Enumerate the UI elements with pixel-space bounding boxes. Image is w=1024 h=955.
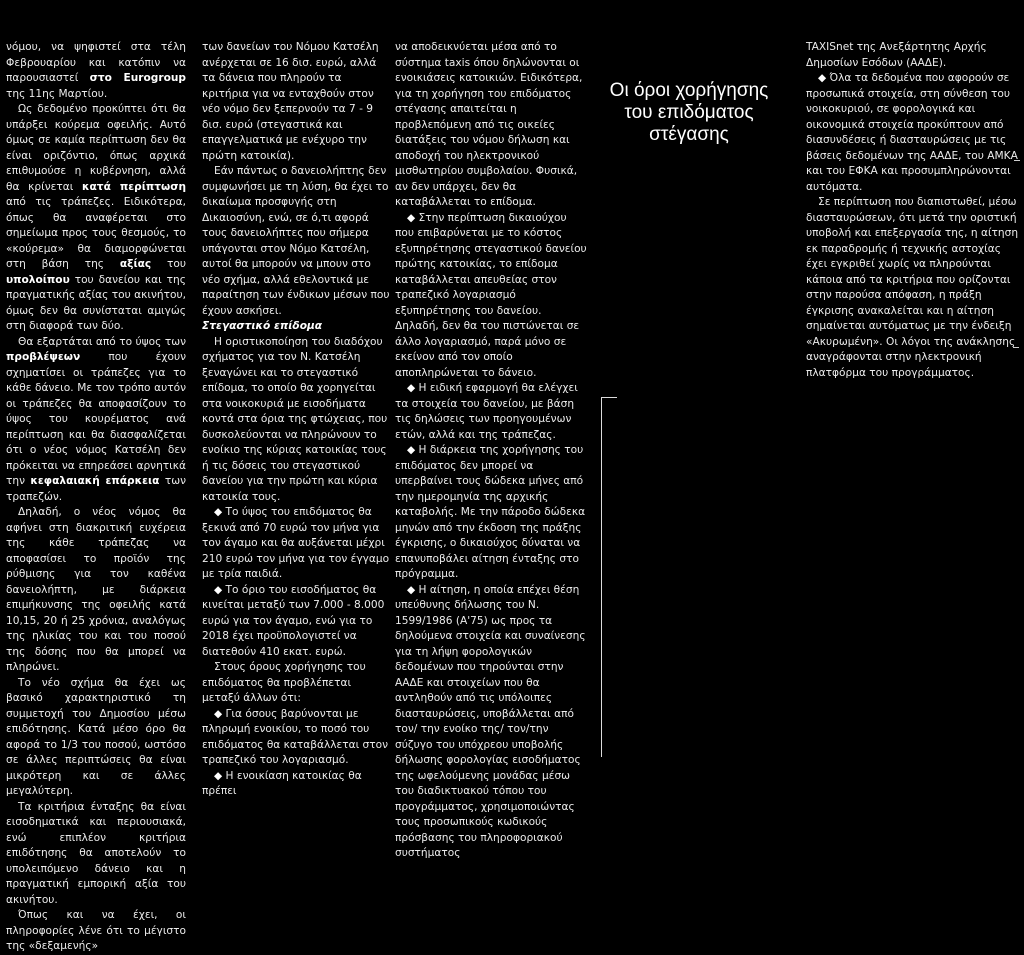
bullet-text: Το ύψος του επιδόματος θα ξεκινά από 70 ευρώ τον μήνα για τον άγαμο και θα αυξάνεται μέχρι 210 ευρώ τον μήνα για τον έγγαμο με τρία παιδιά. — [202, 506, 390, 580]
paragraph: Το νέο σχήμα θα έχει ως βασικό χαρακτηριστικό τη συμμετοχή του Δημοσίου μέσω επιδότησης. Κατά μέσο όρο θα αφορά το 1/3 του ποσού, ωστόσο σε άλλες περιπτώσεις θα είναι μικρότερη και σε άλλες μεγαλύτερη. — [6, 676, 186, 797]
article-column-2 — [202, 40, 390, 800]
paragraph: Όπως και να έχει, οι πληροφορίες λένε ότι το μέγιστο της «δεξαμενής» — [6, 909, 186, 952]
paragraph: Τα κριτήρια ένταξης θα είναι εισοδηματικά και περιουσιακά, ενώ επιπλέον κριτήρια επιδότησης θα αποτελούν το υπολειπόμενο δάνειο και η πραγματική εμπορική αξία του ακινήτου. — [6, 800, 186, 906]
paragraph: νόμου, να ψηφιστεί στα τέλη Φεβρουαρίου και κατόπιν να παρουσιαστεί στο Eurogroup της 11ης Μαρτίου. — [6, 41, 186, 100]
bullet-icon: ◆ — [214, 769, 223, 782]
paragraph: Θα εξαρτάται από το ύψος των προβλέψεων που έχουν σχηματίσει οι τράπεζες για το κάθε δάνειο. Με τον τρόπο αυτόν οι τράπεζες θα αποφασίζουν το ύψος του κουρέματος ανά περίπτωση και θα διασφαλίζεται ότι ο νέος νόμος Κατσέλη δεν πρόκειται να επηρεάσει αρνητικά την κεφαλαιακή επάρκεια των τραπεζών. — [6, 335, 186, 503]
bullet-paragraph — [395, 211, 587, 382]
bullet-icon: ◆ — [407, 444, 416, 456]
column-divider-vertical — [601, 397, 602, 757]
title-line-2: του επιδόματος — [624, 102, 754, 123]
paragraph: TAXISnet της Ανεξάρτητης Αρχής Δημοσίων Εσόδων (ΑΑΔΕ). — [806, 41, 987, 69]
title-line-3: στέγασης — [649, 124, 729, 145]
bullet-paragraph — [202, 707, 390, 769]
subheading-text: Στεγαστικό επίδομα — [202, 320, 323, 332]
bullet-paragraph — [395, 381, 587, 443]
article-column-3 — [395, 40, 587, 862]
bullet-text: Όλα τα δεδομένα που αφορούν σε προσωπικά στοιχεία, στη σύνθεση του νοικοκυριού, σε φορολογικά και οικονομικά στοιχεία προκύπτουν από διασυνδέσεις ή διασταυρώσεις με τις βάσεις δεδομένων της ΑΑΔΕ, του ΑΜΚΑ και του ΕΦΚΑ και προσυμπληρώνονται αυτόματα. — [806, 72, 1018, 193]
paragraph: Σε περίπτωση που διαπιστωθεί, μέσω διασταυρώσεων, ότι μετά την οριστική υποβολή και επεξεργασία της, η αίτηση εκ παραδρομής ή τεχνικής αστοχίας έχει εγκριθεί χωρίς να πληρούνται κάποια από τα κριτήρια που ορίζονται στην παρούσα απόφαση, η πράξη έγκρισης ανακαλείται και η αίτηση σημαίνεται αυτόματως με την ένδειξη «Ακυρωμένη». Οι λόγοι της ανάκλησης αναγράφονται στην ηλεκτρονική πλατφόρμα του προγράμματος. — [806, 196, 1019, 379]
bullet-text: Η διάρκεια της χορήγησης του επιδόματος δεν μπορεί να υπερβαίνει τους δώδεκα μήνες από την ημερομηνία της αρχικής καταβολής. Με την πάροδο δώδεκα μηνών από την έκδοση της πράξης έγκρισης, ο δικαιούχος δύναται να επανυποβάλει αίτηση ένταξης στο πρόγραμμα. — [395, 444, 586, 580]
subheading — [202, 319, 390, 335]
article-column-1 — [6, 40, 186, 955]
bullet-paragraph — [806, 71, 1020, 195]
bullet-icon: ◆ — [407, 211, 416, 224]
paragraph: Η οριστικοποίηση του διαδόχου σχήματος για τον Ν. Κατσέλη ξεναγώνει και το στεγαστικό επίδομα, το οποίο θα χορηγείται στα νοικοκυριά με εισοδήματα κοντά στα όρια της φτώχειας, που δυσκολεύονται να πληρώνουν το ενοίκιο της κύριας κατοικίας τους ή τις δόσεις του στεγαστικού δανείου για την πρώτη και κύρια κατοικία τους. — [202, 335, 388, 503]
bullet-icon: ◆ — [214, 506, 223, 518]
bullet-text: Το όριο του εισοδήματος θα κινείται μεταξύ των 7.000 - 8.000 ευρώ για τον άγαμο, ενώ για το 2018 έχει προϋπολογιστεί να διατεθούν 410 εκατ. ευρώ. — [202, 583, 385, 658]
bullet-paragraph — [202, 505, 390, 583]
article-column-4 — [806, 40, 1020, 381]
paragraph: να αποδεικνύεται μέσα από το σύστημα taxis όπου δηλώνονται οι ενοικιάσεις κατοικιών. Ειδικότερα, για τη χορήγηση του επιδόματος στέγασης απαιτείται η προβλεπόμενη από τις οικείες διατάξεις του νόμου δήλωση και αποδοχή του ηλεκτρονικού μισθωτηρίου συμβολαίου. Φυσικά, αν δεν υπάρχει, δεν θα καταβάλλεται το επίδομα. — [395, 41, 583, 208]
column-divider-horizontal — [601, 397, 617, 398]
bullet-text: Η αίτηση, η οποία επέχει θέση υπεύθυνης δήλωσης του Ν. 1599/1986 (Α'75) ως προς τα δηλούμενα στοιχεία και συναίνεσης για τη λήψη φορολογικών δεδομένων που τηρούνται στην ΑΑΔΕ και στοιχείων που θα αντληθούν από τις υπόλοιπες διασταυρώσεις, υποβάλλεται από τον/ την ενοίκο της/ τον/την σύζυγο του υπόχρεου υποβολής δήλωσης φορολογίας εισοδήματος της ωφελούμενης μονάδας μέσω του διαδικτυακού τόπου του προγράμματος, χρησιμοποιώντας τους προσωπικούς κωδικούς πρόσβασης του πληροφοριακού συστήματος — [395, 583, 586, 859]
paragraph: Στους όρους χορήγησης του επιδόματος θα προβλέπεται μεταξύ άλλων ότι: — [202, 661, 366, 704]
bullet-text: Η ειδική εφαρμογή θα ελέγχει τα στοιχεία του δανείου, με βάση τις δηλώσεις των προηγουμένων ετών, αλλά και της τράπεζας. — [395, 382, 578, 441]
article-title — [604, 80, 774, 146]
paragraph: Εάν πάντως ο δανειολήπτης δεν συμφωνήσει με τη λύση, θα έχει το δικαίωμα προσφυγής στη Δικαιοσύνη, ενώ, σε ό,τι αφορά τους δανειολήπτες που σήμερα υπάγονται στον Νόμο Κατσέλη, αυτοί θα μπορούν να μπουν στο νέο σχήμα, αλλά εθελοντικά με παραίτηση των ένδικων μέσων που έχουν ασκήσει. — [202, 165, 390, 317]
bullet-icon: ◆ — [214, 707, 223, 720]
bullet-text: Στην περίπτωση δικαιούχου που επιβαρύνεται με το κόστος εξυπηρέτησης στεγαστικού δανείου πρώτης κατοικίας, το επίδομα καταβάλλεται απευθείας στον τραπεζικό λογαριασμό εξυπηρέτησης του δανείου. Δηλαδή, δεν θα του πιστώνεται σε άλλο λογαριασμό, παρά μόνο σε εκείνον από τον οποίο αποπληρώνεται το δάνειο. — [395, 211, 587, 379]
bullet-paragraph — [202, 769, 390, 800]
bullet-text: Για όσους βαρύνονται με πληρωμή ενοικίου, το ποσό του επιδόματος θα καταβάλλεται στον τραπεζικό του λογαριασμό. — [202, 707, 389, 766]
title-line-1: Οι όροι χορήγησης — [609, 80, 769, 101]
bullet-paragraph — [202, 583, 390, 661]
bullet-icon: ◆ — [407, 382, 416, 394]
bullet-icon: ◆ — [214, 583, 223, 596]
bullet-paragraph — [395, 443, 587, 583]
paragraph: Δηλαδή, ο νέος νόμος θα αφήνει στη διακριτική ευχέρεια της κάθε τράπεζας να αποφασίσει το προϊόν της ρύθμισης για τον καθένα δανειολήπτη, με διάρκεια επιμήκυνσης της οφειλής κατά 10,15, 20 ή 25 χρόνια, αναλόγως της ηλικίας του και του ποσού της δόσης που θα μπορεί να πληρώνει. — [6, 506, 186, 673]
bullet-icon: ◆ — [818, 72, 827, 84]
bullet-text: Η ενοικίαση κατοικίας θα πρέπει — [202, 769, 362, 797]
paragraph: των δανείων του Νόμου Κατσέλη ανέρχεται σε 16 δισ. ευρώ, αλλά τα δάνεια που πληρούν τα κριτήρια για να ενταχθούν στον νέο νόμο δεν ξεπερνούν τα 7 - 9 δισ. ευρώ (στεγαστικά και επαγγελματικά με ενέχυρο την πρώτη κατοικία). — [202, 41, 379, 162]
bullet-icon: ◆ — [407, 583, 416, 596]
bullet-paragraph — [395, 583, 587, 862]
paragraph: Ως δεδομένο προκύπτει ότι θα υπάρξει κούρεμα οφειλής. Αυτό όμως σε καμία περίπτωση δεν θα είναι οριζόντιο, όπως αρχικά επιθυμούσε η κυβέρνηση, αλλά θα κρίνεται κατά περίπτωση από τις τράπεζες. Ειδικότερα, όπως θα αναφέρεται στο σημείωμα προς τους θεσμούς, το «κούρεμα» θα διαμορφώνεται στη βάση της αξίας του υπολοίπου του δανείου και της πραγματικής αξίας του ακινήτου, όμως δεν θα συνίσταται αμιγώς στη διαφορά των δύο. — [6, 103, 186, 332]
